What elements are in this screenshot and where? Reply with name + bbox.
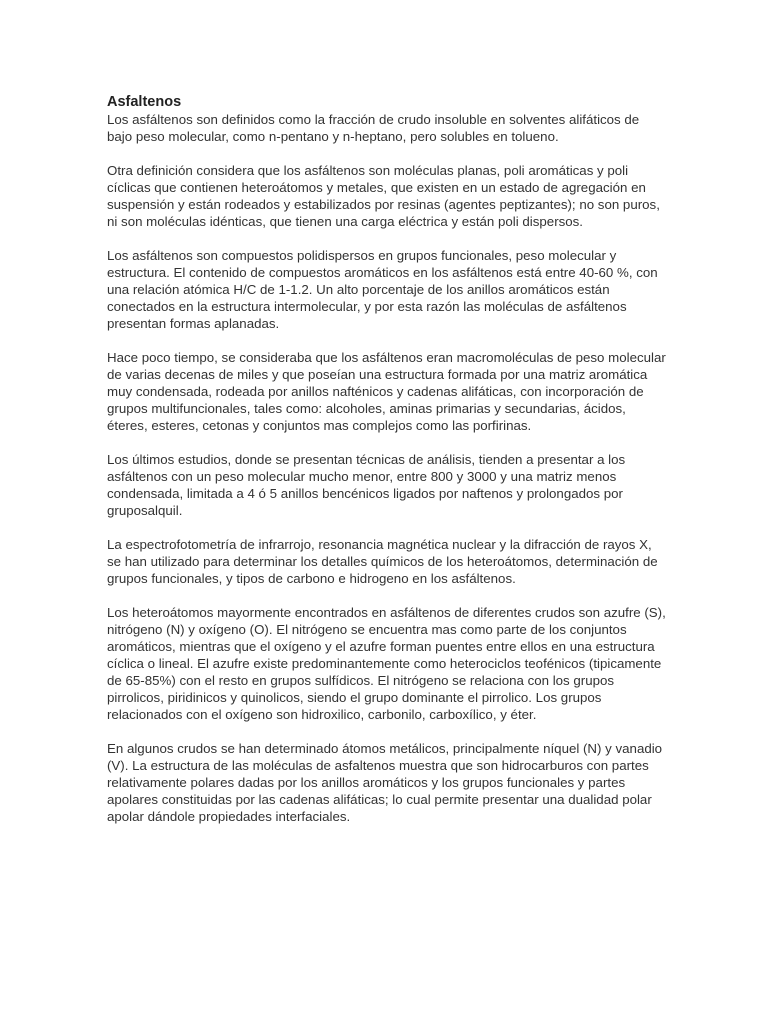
paragraph-definition: Los asfáltenos son definidos como la fracción de crudo insoluble en solventes alifáticos de bajo peso molecular, como n-pentano y n-heptano, pero solubles en tolueno.	[107, 112, 640, 144]
paragraph-spectrophotometry: La espectrofotometría de infrarrojo, resonancia magnética nuclear y la difracción de rayos X, se han utilizado para determinar los detalles químicos de los heteroátomos, determinación de grupos funcionales, y tipos de carbono e hidrogeno en los asfáltenos.	[107, 537, 658, 586]
document-page	[107, 93, 667, 842]
page-title: Asfaltenos	[107, 94, 182, 110]
paragraph-heteroatoms: Los heteroátomos mayormente encontrados en asfáltenos de diferentes crudos son azufre (S), nitrógeno (N) y oxígeno (O). El nitrógeno se encuentra mas como parte de los conjuntos aromáticos, mientras que el oxígeno y el azufre forman puentes entre ellos en una estructura cíclica o lineal. El azufre existe predominantemente como heterociclos teofénicos (tipicamente de 65-85%) con el resto en grupos sulfídicos. El nitrógeno se relaciona con los grupos pirrolicos, piridinicos y quinolicos, siendo el grupo dominante el pirrolico. Los grupos relacionados con el oxígeno son hidroxilico, carbonilo, carboxílico, y éter.	[107, 605, 666, 722]
paragraph-metals: En algunos crudos se han determinado átomos metálicos, principalmente níquel (N) y vanadio (V). La estructura de las moléculas de asfaltenos muestra que son hidrocarburos con partes relativamente polares dadas por los anillos aromáticos y los grupos funcionales y partes apolares constituidas por las cadenas alifáticas; lo cual permite presentar una dualidad polar apolar dándole propiedades interfaciales.	[107, 741, 663, 824]
paragraph-polydisperse: Los asfáltenos son compuestos polidispersos en grupos funcionales, peso molecular y estructura. El contenido de compuestos aromáticos en los asfáltenos está entre 40-60 %, con una relación atómica H/C de 1-1.2. Un alto porcentaje de los anillos aromáticos están conectados en la estructura intermolecular, y por esta razón las moléculas de asfáltenos presentan formas aplanadas.	[107, 248, 658, 331]
paragraph-recent-studies: Los últimos estudios, donde se presentan técnicas de análisis, tienden a presentar a los asfáltenos con un peso molecular mucho menor, entre 800 y 3000 y una matriz menos condensada, limitada a 4 ó 5 anillos bencénicos ligados por naftenos y prolongados por gruposalquil.	[107, 452, 626, 518]
paragraph-other-definition: Otra definición considera que los asfáltenos son moléculas planas, poli aromáticas y poli cíclicas que contienen heteroátomos y metales, que existen en un estado de agregación en suspensión y están rodeados y estabilizados por resinas (agentes peptizantes); no son puros, ni son moléculas idénticas, que tienen una carga eléctrica y están poli dispersos.	[107, 163, 660, 229]
paragraph-macromolecules: Hace poco tiempo, se consideraba que los asfáltenos eran macromoléculas de peso molecular de varias decenas de miles y que poseían una estructura formada por una matriz aromática muy condensada, rodeada por anillos nafténicos y cadenas alifáticas, con incorporación de grupos multifuncionales, tales como: alcoholes, aminas primarias y secundarias, ácidos, éteres, esteres, cetonas y conjuntos mas complejos como las porfirinas.	[107, 350, 666, 433]
